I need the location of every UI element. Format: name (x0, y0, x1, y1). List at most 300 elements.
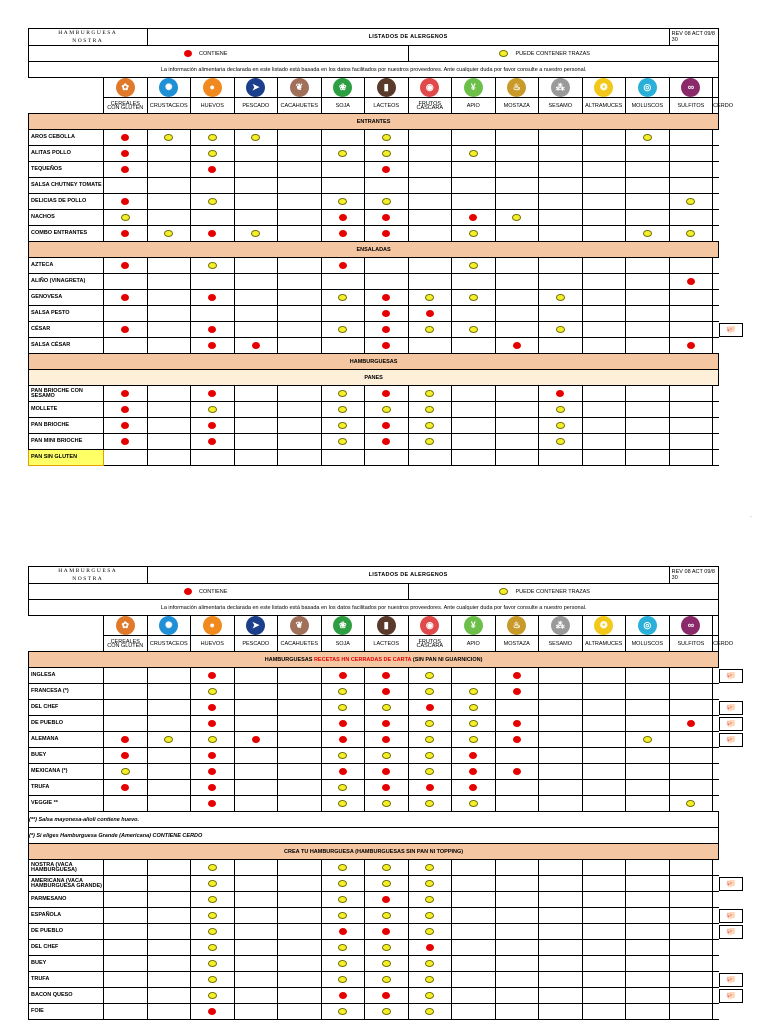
allergen-cell (234, 178, 278, 194)
allergen-cell (669, 386, 713, 402)
allergen-cell (147, 418, 191, 434)
traces-dot (382, 960, 391, 967)
allergen-cell (365, 194, 409, 210)
allergen-cell (278, 226, 322, 242)
allergen-cell (669, 956, 713, 972)
allergen-cell (495, 450, 539, 466)
allergen-cell (104, 940, 148, 956)
traces-dot (469, 294, 478, 301)
allergen-cell (408, 764, 452, 780)
contains-dot (208, 1008, 216, 1015)
allergen-cell (104, 732, 148, 748)
allergen-icon-cell (321, 616, 365, 636)
allergen-cell (713, 876, 737, 892)
allergen-cell (713, 418, 719, 434)
traces-dot (382, 912, 391, 919)
allergen-icon-cell (626, 78, 670, 98)
contains-dot (687, 342, 695, 349)
contains-dot (382, 214, 390, 221)
allergen-cell (234, 450, 278, 466)
allergen-cell (104, 780, 148, 796)
allergen-name: ALTRAMUCES (582, 636, 626, 652)
traces-dot (382, 134, 391, 141)
dish-name: BACON QUESO (29, 988, 104, 1004)
allergen-cell (495, 290, 539, 306)
allergen-cell (582, 322, 626, 338)
allergen-icon: ▮ (377, 616, 396, 635)
allergen-cell (234, 668, 278, 684)
allergen-cell (452, 226, 496, 242)
allergen-cell (321, 780, 365, 796)
allergen-cell (669, 892, 713, 908)
allergen-cell (104, 290, 148, 306)
allergen-cell (495, 274, 539, 290)
allergen-cell (626, 194, 670, 210)
allergen-cell (408, 684, 452, 700)
allergen-cell (191, 860, 235, 876)
traces-dot (208, 150, 217, 157)
traces-dot (643, 134, 652, 141)
brand-name: HAMBURGUESA (58, 30, 118, 36)
allergen-cell (191, 146, 235, 162)
allergen-cell (147, 972, 191, 988)
allergen-cell (626, 450, 670, 466)
allergen-cell (582, 226, 626, 242)
allergen-icon: ● (203, 616, 222, 635)
contains-dot (469, 214, 477, 221)
allergen-cell (539, 780, 583, 796)
dish-name: TRUFA (29, 972, 104, 988)
traces-dot (338, 438, 347, 445)
allergen-cell (365, 210, 409, 226)
allergen-name: SULFITOS (669, 636, 713, 652)
allergen-cell (713, 290, 719, 306)
allergen-cell (495, 434, 539, 450)
traces-dot (425, 976, 434, 983)
traces-dot (208, 992, 217, 999)
allergen-cell (147, 274, 191, 290)
traces-dot (338, 912, 347, 919)
allergen-cell (365, 684, 409, 700)
allergen-icon: ● (203, 78, 222, 97)
pork-icon: 🐖 (719, 909, 743, 923)
allergen-icon: ¥ (464, 78, 483, 97)
contains-dot (426, 310, 434, 317)
allergen-cell (669, 322, 713, 338)
allergen-cell (278, 338, 322, 354)
dish-name: TRUFA (29, 780, 104, 796)
allergen-cell (626, 780, 670, 796)
allergen-cell (321, 668, 365, 684)
allergen-cell (365, 274, 409, 290)
allergen-cell (626, 386, 670, 402)
allergen-cell (234, 988, 278, 1004)
allergen-cell (104, 226, 148, 242)
allergen-cell (321, 226, 365, 242)
allergen-cell (626, 748, 670, 764)
traces-dot (425, 736, 434, 743)
allergen-cell (582, 716, 626, 732)
allergen-cell (278, 194, 322, 210)
allergen-icon-cell (234, 78, 278, 98)
allergen-name: HUEVOS (191, 636, 235, 652)
allergen-cell (104, 716, 148, 732)
allergen-cell (147, 338, 191, 354)
table-row (29, 450, 719, 466)
allergen-icon-cell (669, 78, 713, 98)
allergen-icon: ◎ (638, 616, 657, 635)
allergen-cell (321, 402, 365, 418)
allergen-cell (147, 684, 191, 700)
contains-dot (339, 214, 347, 221)
allergen-cell (626, 732, 670, 748)
allergen-cell (365, 876, 409, 892)
allergen-cell (191, 274, 235, 290)
allergen-cell (191, 780, 235, 796)
allergen-icon-cell (191, 616, 235, 636)
allergen-name: CEREALES CON GLUTEN (104, 636, 148, 652)
allergen-cell (147, 892, 191, 908)
traces-dot (425, 896, 434, 903)
contains-dot (339, 230, 347, 237)
allergen-cell (582, 732, 626, 748)
allergen-cell (539, 226, 583, 242)
allergen-icon-cell (669, 616, 713, 636)
section-header: ENSALADAS (29, 242, 719, 258)
allergen-cell (321, 274, 365, 290)
dish-name: FOIE (29, 1004, 104, 1020)
traces-dot (208, 960, 217, 967)
traces-dot (686, 198, 695, 205)
allergen-icon: ✿ (116, 616, 135, 635)
allergen-cell (495, 338, 539, 354)
allergen-cell (365, 892, 409, 908)
allergen-cell (452, 194, 496, 210)
allergen-icon-cell (582, 616, 626, 636)
traces-dot (164, 134, 173, 141)
allergen-cell (278, 716, 322, 732)
brand-logo (29, 29, 148, 46)
section-header: CREA TU HAMBURGUESA (HAMBURGUESAS SIN PAN NI TOPPING) (29, 844, 719, 860)
allergen-name: SULFITOS (669, 98, 713, 114)
allergen-cell (669, 780, 713, 796)
allergen-icon: ❂ (594, 78, 613, 97)
allergen-cell (104, 162, 148, 178)
allergen-cell (669, 1004, 713, 1020)
allergen-cell (147, 732, 191, 748)
allergen-cell (713, 450, 719, 466)
allergen-cell (582, 924, 626, 940)
traces-dot (121, 768, 130, 775)
allergen-cell (495, 130, 539, 146)
allergen-cell (365, 178, 409, 194)
allergen-cell (278, 178, 322, 194)
allergen-cell (278, 434, 322, 450)
allergen-cell (452, 668, 496, 684)
contains-dot (339, 720, 347, 727)
contains-dot (208, 422, 216, 429)
allergen-cell (452, 956, 496, 972)
allergen-cell (495, 796, 539, 812)
allergen-cell (191, 130, 235, 146)
traces-dot (469, 262, 478, 269)
allergen-cell (495, 178, 539, 194)
contains-dot (252, 736, 260, 743)
allergen-cell (321, 306, 365, 322)
traces-dot (425, 800, 434, 807)
allergen-cell (278, 956, 322, 972)
allergen-cell (452, 290, 496, 306)
allergen-name: SOJA (321, 636, 365, 652)
allergen-cell (104, 258, 148, 274)
allergen-cell (452, 1004, 496, 1020)
allergen-cell (191, 892, 235, 908)
allergen-cell (495, 956, 539, 972)
allergen-cell (539, 748, 583, 764)
contains-dot (382, 326, 390, 333)
table-row (29, 700, 719, 716)
allergen-cell (452, 146, 496, 162)
allergen-cell (582, 988, 626, 1004)
allergen-cell (278, 386, 322, 402)
allergen-cell (234, 402, 278, 418)
allergen-cell (365, 780, 409, 796)
contains-dot (339, 736, 347, 743)
allergen-cell (582, 892, 626, 908)
dish-name: DEL CHEF (29, 700, 104, 716)
allergen-cell (408, 700, 452, 716)
allergen-cell (539, 322, 583, 338)
allergen-cell (452, 130, 496, 146)
traces-dot (425, 960, 434, 967)
table-row (29, 146, 719, 162)
section-header-part: (SIN PAN NI GUARNICION) (411, 656, 483, 663)
allergen-table (28, 566, 737, 1020)
dish-name: BUEY (29, 748, 104, 764)
traces-dot (425, 864, 434, 871)
allergen-cell (408, 146, 452, 162)
allergen-cell (452, 258, 496, 274)
pork-icon: 🐖 (719, 669, 743, 683)
contains-dot (208, 720, 216, 727)
allergen-cell (234, 732, 278, 748)
allergen-cell (147, 764, 191, 780)
allergen-cell (669, 130, 713, 146)
dish-name: PAN BRIOCHE (29, 418, 104, 434)
allergen-cell (104, 764, 148, 780)
allergen-cell (234, 748, 278, 764)
allergen-cell (582, 684, 626, 700)
legend-contains (29, 584, 409, 600)
allergen-cell (452, 434, 496, 450)
allergen-cell (147, 700, 191, 716)
allergen-cell (147, 876, 191, 892)
allergen-icon: ◎ (638, 78, 657, 97)
allergen-cell (104, 700, 148, 716)
allergen-cell (495, 876, 539, 892)
allergen-cell (408, 748, 452, 764)
allergen-icon: ◉ (420, 78, 439, 97)
traces-dot (208, 880, 217, 887)
allergen-cell (713, 178, 719, 194)
allergen-cell (408, 892, 452, 908)
allergen-cell (626, 306, 670, 322)
allergen-cell (582, 796, 626, 812)
traces-dot (425, 390, 434, 397)
allergen-cell (321, 796, 365, 812)
allergen-cell (191, 940, 235, 956)
allergen-cell (495, 924, 539, 940)
allergen-cell (582, 418, 626, 434)
traces-dot (469, 326, 478, 333)
allergen-icon: ◉ (420, 616, 439, 635)
contains-dot (513, 342, 521, 349)
allergen-cell (713, 146, 719, 162)
traces-dot (425, 720, 434, 727)
dish-name: PARMESANO (29, 892, 104, 908)
allergen-cell (321, 972, 365, 988)
allergen-cell (147, 402, 191, 418)
allergen-cell (234, 146, 278, 162)
allergen-cell (321, 940, 365, 956)
traces-dot (469, 800, 478, 807)
allergen-name: ALTRAMUCES (582, 98, 626, 114)
allergen-cell (582, 668, 626, 684)
allergen-cell (539, 892, 583, 908)
contains-dot (208, 294, 216, 301)
dish-name: AROS CEBOLLA (29, 130, 104, 146)
traces-dot (425, 928, 434, 935)
allergen-cell (408, 258, 452, 274)
contains-dot (687, 720, 695, 727)
contains-dot (208, 768, 216, 775)
allergen-cell (713, 860, 719, 876)
allergen-cell (234, 780, 278, 796)
allergen-cell (191, 434, 235, 450)
allergen-cell (321, 1004, 365, 1020)
table-row (29, 322, 719, 338)
contains-dot (208, 390, 216, 397)
allergen-name: MOSTAZA (495, 98, 539, 114)
allergen-icon-cell (452, 616, 496, 636)
allergen-cell (539, 940, 583, 956)
allergen-cell (104, 988, 148, 1004)
contains-dot (382, 768, 390, 775)
allergen-icon: ❂ (594, 616, 613, 635)
allergen-cell (582, 780, 626, 796)
allergen-cell (626, 402, 670, 418)
traces-dot (208, 736, 217, 743)
allergen-name: CRUSTACEOS (147, 98, 191, 114)
dish-name: TEQUEÑOS (29, 162, 104, 178)
allergen-icon-cell (191, 78, 235, 98)
allergen-cell (713, 402, 719, 418)
contains-dot (121, 390, 129, 397)
allergen-cell (365, 1004, 409, 1020)
allergen-cell (452, 684, 496, 700)
allergen-cell (147, 796, 191, 812)
traces-dot (499, 50, 508, 57)
allergen-cell (452, 940, 496, 956)
allergen-cell (408, 972, 452, 988)
allergen-cell (582, 258, 626, 274)
pork-icon: 🐖 (719, 323, 743, 337)
allergen-cell (234, 892, 278, 908)
allergen-cell (539, 130, 583, 146)
table-row (29, 130, 719, 146)
traces-dot (338, 294, 347, 301)
traces-dot (425, 406, 434, 413)
traces-dot (121, 214, 130, 221)
allergen-cell (104, 668, 148, 684)
legend-contains-label: CONTIENE (199, 50, 228, 57)
allergen-cell (278, 780, 322, 796)
traces-dot (499, 588, 508, 595)
allergen-name: CERDO (713, 98, 719, 114)
allergen-cell (669, 876, 713, 892)
allergen-cell (452, 796, 496, 812)
legend-traces (408, 584, 719, 600)
legend-traces-label: PUEDE CONTENER TRAZAS (515, 588, 590, 595)
traces-dot (469, 150, 478, 157)
traces-dot (425, 294, 434, 301)
info-text: La información alimentaria declarada en este listado está basada en los datos facilitados por nuestros proveedores. Ante cualquier duda por favor consulte a nuestro personal. (29, 600, 719, 616)
contains-dot (339, 768, 347, 775)
allergen-cell (191, 178, 235, 194)
allergen-cell (365, 130, 409, 146)
allergen-cell (365, 860, 409, 876)
allergen-cell (626, 210, 670, 226)
revision-label: REV 08 ACT 09/8 30 (669, 29, 719, 46)
allergen-cell (582, 386, 626, 402)
allergen-cell (452, 386, 496, 402)
allergen-cell (713, 1004, 719, 1020)
allergen-cell (278, 860, 322, 876)
allergen-cell (408, 732, 452, 748)
allergen-cell (278, 418, 322, 434)
table-row (29, 780, 719, 796)
allergen-cell (626, 796, 670, 812)
allergen-cell (539, 796, 583, 812)
contains-dot (382, 928, 390, 935)
allergen-cell (713, 130, 719, 146)
table-row (29, 732, 719, 748)
traces-dot (686, 800, 695, 807)
table-row (29, 226, 719, 242)
allergen-cell (191, 226, 235, 242)
allergen-cell (452, 418, 496, 434)
contains-dot (382, 784, 390, 791)
contains-dot (382, 166, 390, 173)
allergen-cell (147, 860, 191, 876)
allergen-cell (582, 194, 626, 210)
allergen-cell (278, 162, 322, 178)
pork-icon: 🐖 (719, 925, 743, 939)
traces-dot (425, 688, 434, 695)
traces-dot (425, 880, 434, 887)
contains-dot (382, 736, 390, 743)
allergen-cell (669, 434, 713, 450)
allergen-cell (191, 258, 235, 274)
allergen-cell (147, 306, 191, 322)
traces-dot (338, 896, 347, 903)
allergen-cell (234, 434, 278, 450)
contains-dot (121, 294, 129, 301)
dish-name: GENOVESA (29, 290, 104, 306)
allergen-cell (495, 908, 539, 924)
allergen-cell (408, 450, 452, 466)
allergen-cell (321, 386, 365, 402)
